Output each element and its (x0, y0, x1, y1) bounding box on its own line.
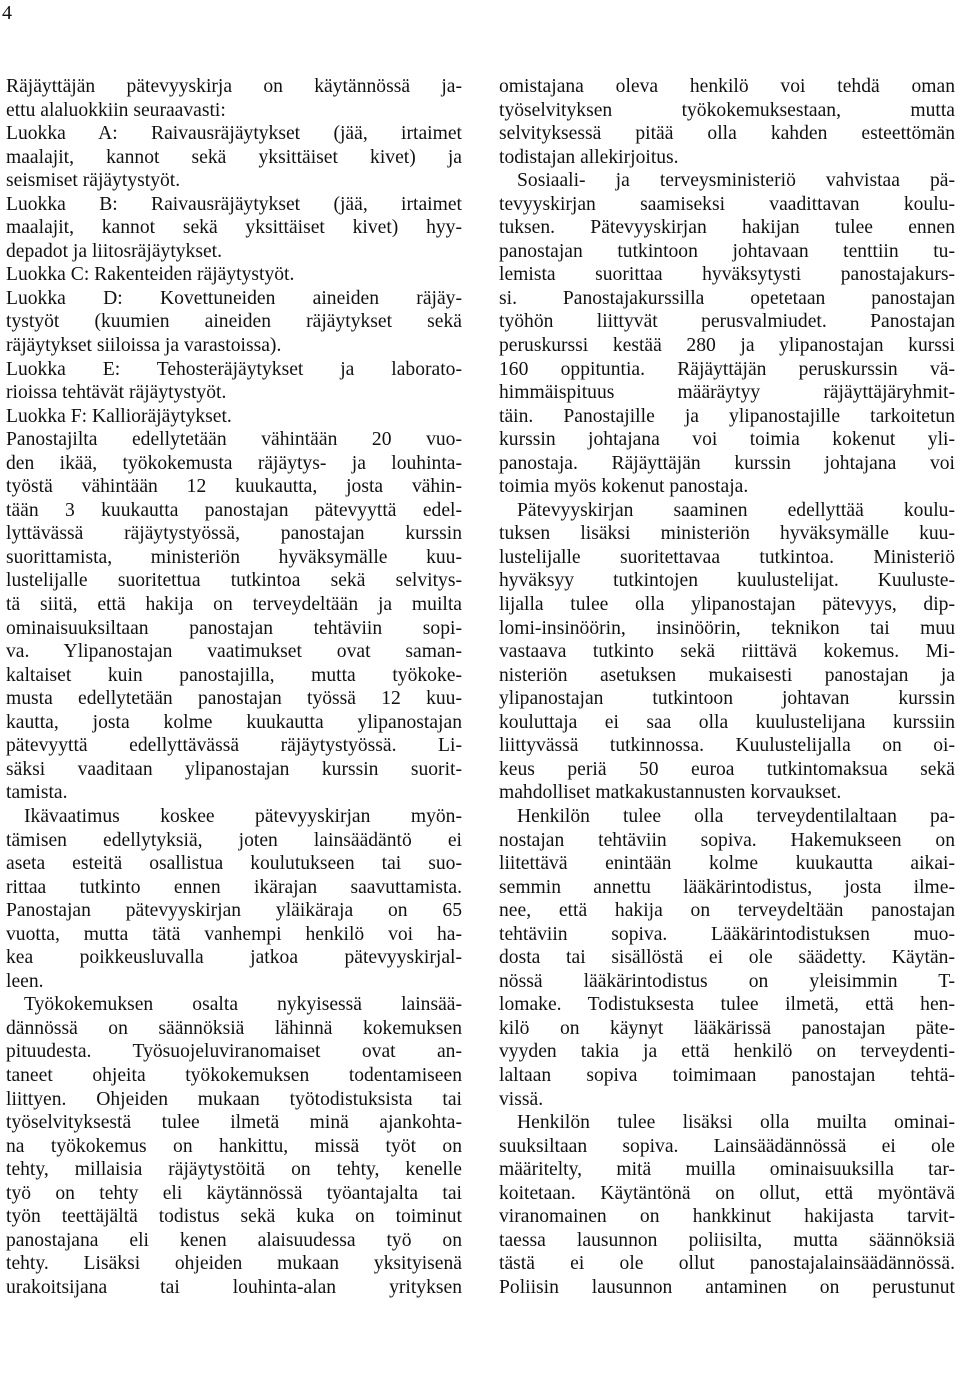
right-column-text-line: omistajana oleva henkilö voi tehdä oman (499, 76, 955, 97)
left-column-text-line: vuotta, mutta tätä vanhempi henkilö voi ha- (6, 923, 462, 945)
right-column-text-line: nee, että hakija on terveydeltään panostajan (499, 900, 955, 922)
right-column-text-line: määritelty, mitä muilla ominaisuuksilla tar- (499, 1159, 955, 1181)
right-column-text-line: himmäispituus määräytyy räjäyttäjäryhmit- (499, 382, 955, 404)
left-column-text-line: kea poikkeusluvalla jatkoa pätevyyskirjal- (6, 947, 462, 969)
right-column-text-line: nisteriön asetuksen mukaisesti panostajan ja (499, 664, 955, 686)
right-column-text-line: selvityksessä pitää olla kahden esteettömän (499, 123, 955, 145)
left-column-text-line: Luokka C: Rakenteiden räjäytystyöt. (6, 264, 295, 286)
left-column-text-line: tään 3 kuukautta panostajan pätevyyttä edel- (6, 499, 462, 521)
left-column-text-line: tamista. (6, 782, 68, 804)
right-column-text-line: kilö on käynyt lääkärissä panostajan päte- (499, 1017, 955, 1039)
left-text-column (6, 75, 462, 1299)
left-column-text-line: Panostajan pätevyyskirjan yläikäraja on 65 (6, 900, 462, 922)
right-column-text-line: Henkilön tulee lisäksi olla muilta ominai- (517, 1112, 955, 1134)
left-column-text-line: depadot ja liitosräjäytykset. (6, 240, 223, 262)
left-column-text-line: Luokka F: Kallioräjäytykset. (6, 405, 232, 427)
left-column-text-line: pätevyyttä edellyttävässä räjäytystyössä. Li- (6, 735, 462, 757)
right-column-text-line: toimia myös kokenut panostaja. (499, 476, 749, 498)
right-column-text-line: Poliisin lausunnon antaminen on perustunut (499, 1276, 955, 1298)
right-column-text-line: keus periä 50 euroa tutkintomaksua sekä (499, 758, 955, 780)
right-column-text-line: si. Panostajakurssilla opetetaan panostajan (499, 287, 955, 309)
right-column-text-line: kurssin johtajana voi toimia kokenut yli- (499, 429, 955, 451)
left-column-text-line: työn teettäjältä todistus sekä kuka on toiminut (6, 1206, 462, 1228)
left-column-text-line: leen. (6, 970, 44, 992)
right-column-text-line: liitettävä enintään kolme kuukautta aikai- (499, 853, 955, 875)
left-column-text-line: lyttävässä räjäytystyössä, panostajan kurssin (6, 523, 462, 545)
right-column-text-line: taessa lausunnon poliisilta, mutta säännöksiä (499, 1229, 955, 1251)
right-column-text-line: Pätevyyskirjan saaminen edellyttää koulu- (517, 499, 955, 521)
left-column-text-line: ominaisuuksiltaan panostajan tehtäviin sopi- (6, 617, 462, 639)
right-column-text-line: koitetaan. Käytäntönä on ollut, että myöntävä (499, 1182, 955, 1204)
right-column-text-line: ylipanostajan tutkintoon johtavan kurssin (499, 688, 955, 710)
right-column-text-line: lijalla tulee olla ylipanostajan pätevyys, dip- (499, 594, 955, 616)
left-column-text-line: den ikää, työkokemusta räjäytys- ja louhinta- (6, 452, 462, 474)
right-column-text-line: panostaja. Räjäyttäjän kurssin johtajana voi (499, 452, 955, 474)
right-column-text-line: mahdolliset matkakustannusten korvaukset. (499, 782, 842, 804)
left-column-text-line: rittaa tutkinto ennen ikärajan saavuttamista. (6, 876, 462, 898)
left-column-text-line: aseta esteitä osallistua koulutukseen tai suo- (6, 853, 462, 875)
left-column-text-line: Ikävaatimus koskee pätevyyskirjan myön- (24, 805, 462, 827)
right-column-text-line: vyyden takia ja että henkilö on terveydenti- (499, 1041, 955, 1063)
left-column-text-line: säksi vaaditaan ylipanostajan kurssin suorit- (6, 758, 462, 780)
right-column-text-line: nössä lääkärintodistus on yleisimmin T- (499, 970, 955, 992)
right-column-text-line: liittyvässä tutkinnossa. Kuulustelijalla on oi- (499, 735, 955, 757)
left-column-text-line: Räjäyttäjän pätevyyskirja on käytännössä ja- (6, 76, 462, 97)
left-column-text-line: suorittamista, ministeriön hyväksymälle kuu- (6, 546, 462, 568)
right-column-text-line: hyväksyy tutkintojen kuulustelijat. Kuuluste- (499, 570, 955, 592)
right-column-text-line: täin. Panostajille ja ylipanostajille tarkoitetun (499, 405, 955, 427)
right-column-text-line: tästä ei ole ollut panostajalainsäädännössä. (499, 1253, 955, 1275)
right-column-text-line: lemista suorittaa hyväksytysti panostajakurs- (499, 264, 955, 286)
left-column-text-line: Luokka E: Tehosteräjäytykset ja laborato- (6, 358, 462, 380)
left-column-text-line: dännössä on säännöksiä lähinnä kokemuksen (6, 1017, 462, 1039)
left-column-text-line: työ on tehty eli käytännössä työantajalta tai (6, 1182, 462, 1204)
right-column-text-line: vastaava tutkinto sekä riittävä kokemus. Mi- (499, 641, 955, 663)
right-column-text-line: peruskurssi kestää 280 ja ylipanostajan kurssi (499, 335, 955, 357)
left-column-text-line: tehty. Lisäksi ohjeiden mukaan yksityisenä (6, 1253, 462, 1275)
left-column-text-line: tystyöt (kuumien aineiden räjäytykset sekä (6, 311, 462, 333)
left-column-text-line: taneet ohjeita työkokemuksen todentamiseen (6, 1064, 462, 1086)
right-column-text-line: laltaan sopiva toimimaan panostajan tehtä- (499, 1064, 955, 1086)
left-column-text-line: panostajana eli kenen alaisuudessa työ on (6, 1229, 462, 1251)
right-column-text-line: Sosiaali- ja terveysministeriö vahvistaa pä- (517, 170, 955, 192)
right-column-text-line: tehtäviin sopiva. Lääkärintodistuksen muo- (499, 923, 955, 945)
right-column-text-line: työselvityksen työkokemuksestaan, mutta (499, 99, 955, 121)
right-column-text-line: työhön liittyvät perusvalmiudet. Panostajan (499, 311, 955, 333)
right-column-text-line: lomi-insinöörin, insinöörin, teknikon tai muu (499, 617, 955, 639)
left-column-text-line: Luokka B: Raivausräjäytykset (jää, irtaimet (6, 193, 462, 215)
right-column-text-line: suuksiltaan sopiva. Lainsäädännössä ei ole (499, 1135, 955, 1157)
right-column-text-line: lustelijalle suoritettavaa tutkintoa. Ministeriö (499, 546, 955, 568)
right-column-text-line: lomake. Todistuksesta tulee ilmetä, että hen- (499, 994, 955, 1016)
left-column-text-line: liittyen. Ohjeiden mukaan työtodistuksista tai (6, 1088, 462, 1110)
left-column-text-line: räjäytykset siiloissa ja varastoissa). (6, 335, 282, 357)
right-column-text-line: tuksen lisäksi ministeriön hyväksymälle kuu- (499, 523, 955, 545)
right-column-text-line: viranomainen on hankkinut hakijasta tarvit- (499, 1206, 955, 1228)
right-text-column (499, 75, 955, 1299)
left-column-text-line: Panostajilta edellytetään vähintään 20 vuo- (6, 429, 462, 451)
left-column-text-line: Työkokemuksen osalta nykyisessä lainsää- (24, 994, 462, 1016)
right-column-text-line: kouluttaja ei saa olla kuulustelijana kurssiin (499, 711, 955, 733)
left-column-text-line: seismiset räjäytystyöt. (6, 170, 181, 192)
page-number: 4 (2, 2, 12, 24)
right-column-text-line: 160 oppituntia. Räjäyttäjän peruskurssin vä- (499, 358, 955, 380)
left-column-text-line: kautta, josta kolme kuukautta ylipanostajan (6, 711, 462, 733)
left-column-text-line: Luokka D: Kovettuneiden aineiden räjäy- (6, 287, 462, 309)
right-column-text-line: semmin annettu lääkärintodistus, josta ilme- (499, 876, 955, 898)
right-column-text-line: dosta tai sisällöstä ei ole säädetty. Käytän- (499, 947, 955, 969)
left-column-text-line: urakoitsijana tai louhinta-alan yrityksen (6, 1276, 462, 1298)
right-column-text-line: todistajan allekirjoitus. (499, 146, 679, 168)
left-column-text-line: na työkokemus on hankittu, missä työt on (6, 1135, 462, 1157)
left-column-text-line: ettu alaluokkiin seuraavasti: (6, 99, 226, 121)
left-column-text-line: tä siitä, että hakija on terveydeltään ja muilta (6, 594, 462, 616)
right-column-text-line: nostajan tehtäviin sopiva. Hakemukseen on (499, 829, 955, 851)
left-column-text-line: lustelijalle suoritettua tutkintoa sekä selvitys- (6, 570, 462, 592)
right-column-text-line: tevyyskirjan saamiseksi vaadittavan koulu- (499, 193, 955, 215)
left-column-text-line: maalajit, kannot sekä yksittäiset kivet) hyy- (6, 217, 462, 239)
left-column-text-line: pituudesta. Työsuojeluviranomaiset ovat an- (6, 1041, 462, 1063)
left-column-text-line: työstä vähintään 12 kuukautta, josta vähin- (6, 476, 462, 498)
left-column-text-line: Luokka A: Raivausräjäytykset (jää, irtaimet (6, 123, 462, 145)
right-column-text-line: panostajan tutkintoon johtavaan tenttiin tu- (499, 240, 955, 262)
left-column-text-line: kaltaiset kuin panostajilla, mutta työkoke- (6, 664, 462, 686)
left-column-text-line: maalajit, kannot sekä yksittäiset kivet) ja (6, 146, 462, 168)
left-column-text-line: tämisen edellytyksiä, joten lainsäädäntö ei (6, 829, 462, 851)
right-column-text-line: tuksen. Pätevyyskirjan hakijan tulee ennen (499, 217, 955, 239)
left-column-text-line: työselvityksestä tulee ilmetä minä ajankohta- (6, 1112, 462, 1134)
left-column-text-line: va. Ylipanostajan vaatimukset ovat saman- (6, 641, 462, 663)
left-column-text-line: musta edellytetään panostajan työssä 12 kuu- (6, 688, 462, 710)
right-column-text-line: Henkilön tulee olla terveydentilaltaan pa- (517, 805, 955, 827)
left-column-text-line: tehty, millaisia räjäytystöitä on tehty, kenelle (6, 1159, 462, 1181)
right-column-text-line: vissä. (499, 1088, 544, 1110)
left-column-text-line: rioissa tehtävät räjäytystyöt. (6, 382, 227, 404)
